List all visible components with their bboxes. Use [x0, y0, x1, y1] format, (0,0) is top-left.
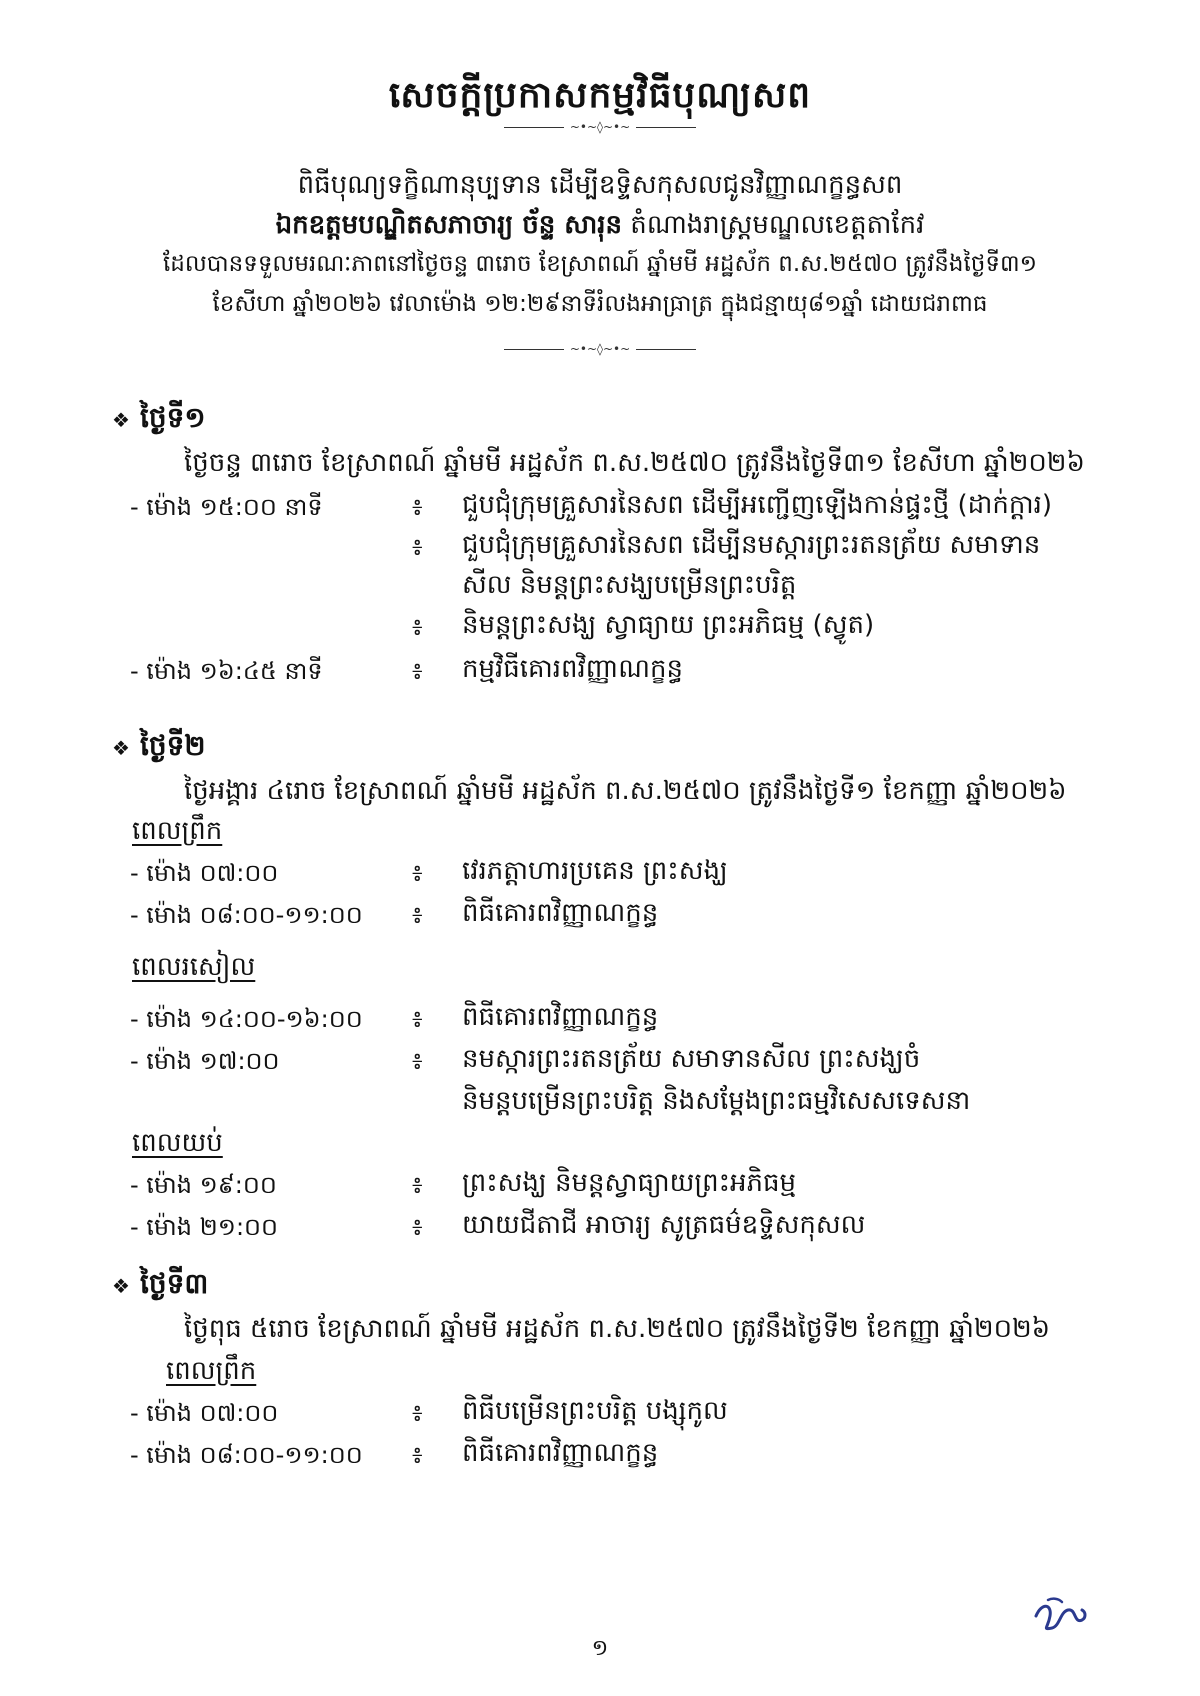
diamond-bullet-icon: ❖	[112, 408, 130, 432]
intro-line-4: ខែសីហា ឆ្នាំ២០២៦ វេលាម៉ោង ១២:២៩នាទីរំលងអាធ្រាត្រ ក្នុងជន្មាយុ៨១ឆ្នាំ ដោយជរាពាធ	[212, 291, 988, 317]
colon-mark: ៖	[412, 1213, 423, 1241]
colon-mark: ៖	[412, 1005, 423, 1033]
day-2-heading: ❖ ថ្ងៃទី២	[112, 729, 206, 762]
ornament-divider: ~•~◊~•~	[0, 120, 1200, 134]
schedule-time: - ម៉ោង ១៥:០០ នាទី	[130, 493, 323, 521]
morning-label: ពេលព្រឹក	[166, 1356, 257, 1386]
colon-mark: ៖	[412, 1441, 423, 1469]
schedule-desc: វេរភត្តាហារប្រគេន ព្រះសង្ឃ	[462, 856, 728, 886]
schedule-desc: ពិធីបម្រើនព្រះបរិត្ត បង្សុកូល	[462, 1396, 728, 1426]
schedule-desc: កម្មវិធីគោរពវិញ្ញាណក្ខន្ធ	[462, 654, 684, 684]
colon-mark: ៖	[412, 1171, 423, 1199]
colon-mark: ៖	[412, 493, 423, 521]
colon-mark: ៖	[412, 657, 423, 685]
day-2-date: ថ្ងៃអង្គារ ៤រោច ខែស្រាពណ៍ ឆ្នាំមមី អដ្ឋស័ក ព.ស.២៥៧០ ត្រូវនឹងថ្ងៃទី១ ខែកញ្ញា ឆ្នាំ២០២៦	[184, 776, 1067, 806]
schedule-time: - ម៉ោង ២១:០០	[130, 1213, 279, 1241]
ornament-divider: ~•~◊~•~	[0, 342, 1200, 356]
schedule-desc: ពិធីគោរពវិញ្ញាណក្ខន្ធ	[462, 1002, 659, 1032]
colon-mark: ៖	[412, 1399, 423, 1427]
colon-mark: ៖	[412, 859, 423, 887]
colon-mark: ៖	[412, 533, 423, 561]
morning-label: ពេលព្រឹក	[132, 816, 223, 846]
day-3-heading: ❖ ថ្ងៃទី៣	[112, 1267, 209, 1300]
diamond-bullet-icon: ❖	[112, 1274, 130, 1298]
intro-line-2: ឯកឧត្តមបណ្ឌិតសភាចារ្យ ច័ន្ទ សារុន តំណាងរាស្ត្រមណ្ឌលខេត្តតាកែវ	[275, 210, 925, 240]
schedule-desc: ជួបជុំក្រុមគ្រួសារនៃសព ដើម្បីអញ្ជើញឡើងកាន់ផ្ទះថ្មី (ដាក់ក្តារ)	[462, 490, 1053, 520]
deceased-name: ឯកឧត្តមបណ្ឌិតសភាចារ្យ ច័ន្ទ សារុន	[275, 210, 623, 240]
schedule-time: - ម៉ោង ១៧:០០	[130, 1047, 280, 1075]
page-number: ១	[591, 1636, 609, 1661]
evening-label: ពេលយប់	[132, 1128, 223, 1158]
page-title: សេចក្តីប្រកាសកម្មវិធីបុណ្យសព	[388, 75, 812, 116]
schedule-time: - ម៉ោង ១៩:០០	[130, 1171, 277, 1199]
schedule-desc: ជួបជុំក្រុមគ្រួសារនៃសព ដើម្បីនមស្ការព្រះរតនត្រ័យ សមាទាន	[462, 530, 1041, 560]
schedule-time: - ម៉ោង ០៨:០០-១១:០០	[130, 901, 363, 929]
schedule-desc: យាយជីតាជី អាចារ្យ សូត្រធម៌ឧទ្ទិសកុសល	[462, 1210, 866, 1240]
day-1-date: ថ្ងៃចន្ទ ៣រោច ខែស្រាពណ៍ ឆ្នាំមមី អដ្ឋស័ក ព.ស.២៥៧០ ត្រូវនឹងថ្ងៃទី៣១ ខែសីហា ឆ្នាំ២០២៦	[184, 448, 1085, 478]
intro-line-1: ពិធីបុណ្យទក្ខិណានុប្បទាន ដើម្បីឧទ្ទិសកុសលជូនវិញ្ញាណក្ខន្ធសព	[297, 170, 903, 200]
afternoon-label: ពេលរសៀល	[132, 952, 256, 982]
schedule-desc: ពិធីគោរពវិញ្ញាណក្ខន្ធ	[462, 898, 659, 928]
colon-mark: ៖	[412, 1047, 423, 1075]
schedule-desc: នមស្ការព្រះរតនត្រ័យ សមាទានសីល ព្រះសង្ឃចំ	[462, 1044, 921, 1074]
schedule-time: - ម៉ោង ០៧:០០	[130, 1399, 279, 1427]
colon-mark: ៖	[412, 613, 423, 641]
schedule-time: - ម៉ោង ១៦:៤៥ នាទី	[130, 657, 323, 685]
intro-line-3: ដែលបានទទួលមរណៈភាពនៅថ្ងៃចន្ទ ៣រោច ខែស្រាពណ៍ ឆ្នាំមមី អដ្ឋស័ក ព.ស.២៥៧០ ត្រូវនឹងថ្ងៃទី៣១	[162, 251, 1038, 277]
schedule-desc: ព្រះសង្ឃ និមន្តស្វាធ្យាយព្រះអភិធម្ម	[462, 1168, 797, 1198]
day-3-date: ថ្ងៃពុធ ៥រោច ខែស្រាពណ៍ ឆ្នាំមមី អដ្ឋស័ក ព.ស.២៥៧០ ត្រូវនឹងថ្ងៃទី២ ខែកញ្ញា ឆ្នាំ២០២៦	[184, 1314, 1051, 1344]
colon-mark: ៖	[412, 901, 423, 929]
schedule-desc: និមន្តបម្រើនព្រះបរិត្ត និងសម្តែងព្រះធម្មវិសេសទេសនា	[462, 1086, 971, 1116]
schedule-desc: និមន្តព្រះសង្ឃ ស្វាធ្យាយ ព្រះអភិធម្ម (ស្វូត)	[462, 610, 875, 640]
diamond-bullet-icon: ❖	[112, 736, 130, 760]
schedule-desc: ពិធីគោរពវិញ្ញាណក្ខន្ធ	[462, 1438, 659, 1468]
day-1-heading: ❖ ថ្ងៃទី១	[112, 401, 206, 434]
schedule-time: - ម៉ោង ០៨:០០-១១:០០	[130, 1441, 363, 1469]
schedule-desc: សីល និមន្តព្រះសង្ឃបម្រើនព្រះបរិត្ត	[462, 570, 797, 600]
schedule-time: - ម៉ោង ០៧:០០	[130, 859, 279, 887]
schedule-time: - ម៉ោង ១៤:០០-១៦:០០	[130, 1005, 363, 1033]
